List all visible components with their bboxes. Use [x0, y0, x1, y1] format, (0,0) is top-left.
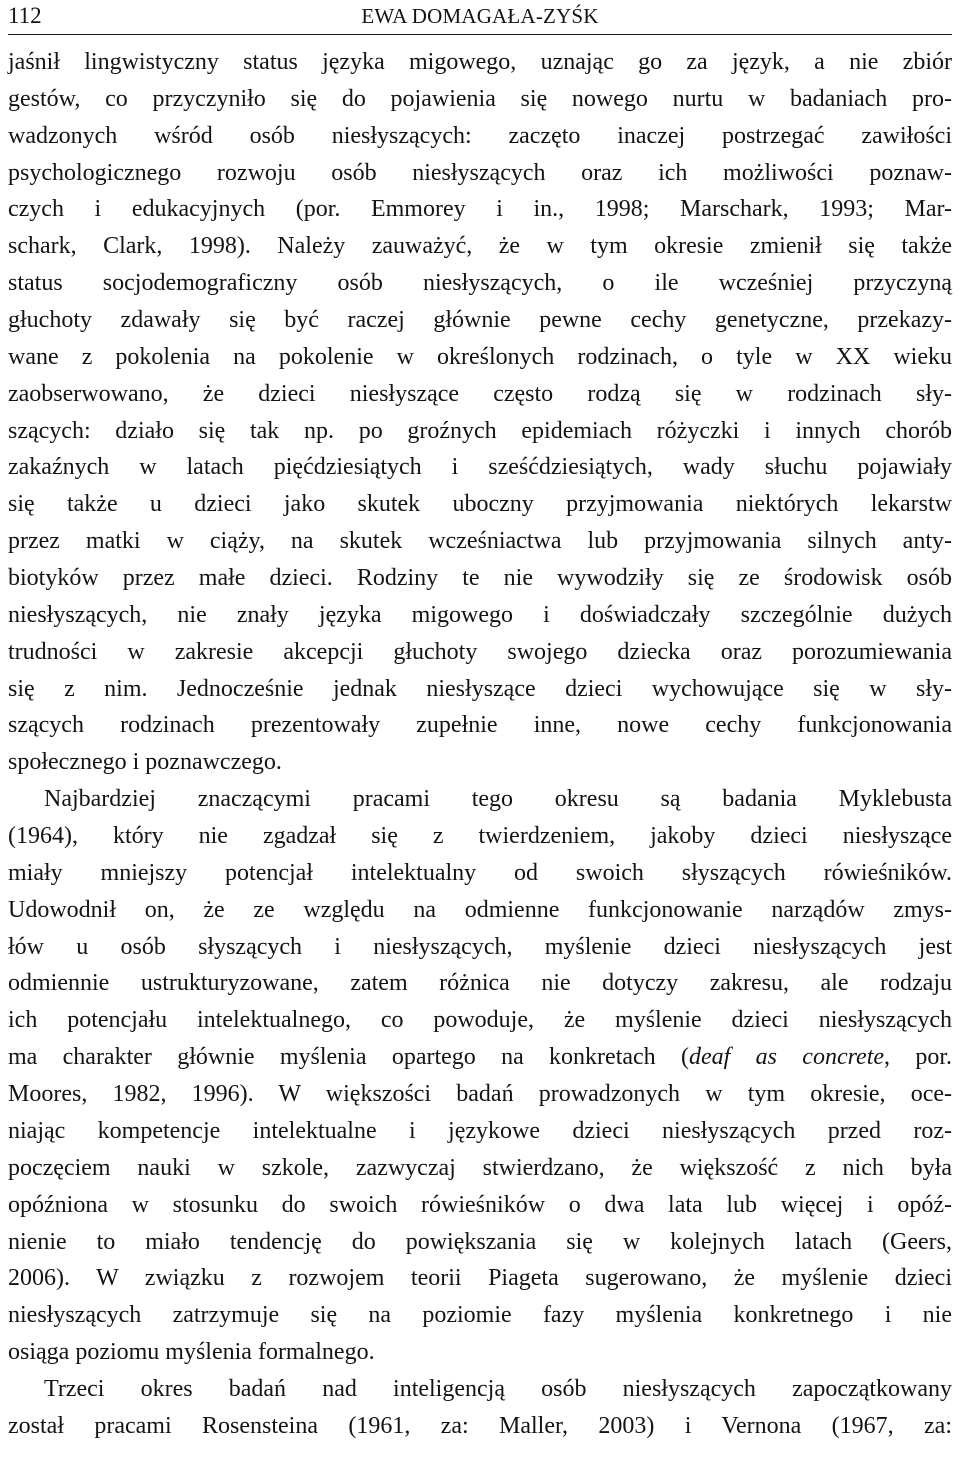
text-line: zaobserwowano, że dzieci niesłyszące często rodzą się w rodzinach sły- — [8, 380, 952, 407]
text-line: niając kompetencje intelektualne i językowe dzieci niesłyszących przed roz- — [8, 1117, 952, 1144]
text-line: szących rodzinach prezentowały zupełnie inne, nowe cechy funkcjonowania — [8, 712, 952, 739]
text-line: głuchoty zdawały się być raczej głównie pewne cechy genetyczne, przekazy- — [8, 307, 952, 334]
text-line: trudności w zakresie akcepcji głuchoty swojego dziecka oraz porozumiewania — [8, 638, 952, 665]
page-header — [8, 0, 952, 35]
text-line: (1964), który nie zgadzał się z twierdzeniem, jakoby dzieci niesłyszące — [8, 823, 952, 850]
text-line: się z nim. Jednocześnie jednak niesłyszące dzieci wychowujące się w sły- — [8, 675, 952, 702]
text-line: społecznego i poznawczego. — [8, 749, 282, 776]
text-line: miały mniejszy potencjał intelektualny od swoich słyszących rówieśników. — [8, 859, 952, 886]
text-line: biotyków przez małe dzieci. Rodziny te nie wywodziły się ze środowisk osób — [8, 565, 952, 592]
text-line: wane z pokolenia na pokolenie w określonych rodzinach, o tyle w XX wieku — [8, 343, 952, 370]
text-line: został pracami Rosensteina (1961, za: Maller, 2003) i Vernona (1967, za: — [8, 1412, 952, 1439]
italic-term: deaf as concrete — [689, 1044, 885, 1071]
text-line: łów u osób słyszących i niesłyszących, myślenie dzieci niesłyszących jest — [8, 933, 952, 960]
text-line: Udowodnił on, że ze względu na odmienne funkcjonowanie narządów zmys- — [8, 896, 952, 923]
text-line: przez matki w ciąży, na skutek wcześniactwa lub przyjmowania silnych anty- — [8, 528, 952, 555]
text-line: osiąga poziomu myślenia formalnego. — [8, 1339, 375, 1366]
text-line: 2006). W związku z rozwojem teorii Piageta sugerowano, że myślenie dzieci — [8, 1265, 952, 1292]
text-segment: , por. — [884, 1044, 953, 1071]
text-line: poczęciem nauki w szkole, zazwyczaj stwierdzano, że większość z nich była — [8, 1154, 952, 1181]
text-line: Najbardziej znaczącymi pracami tego okresu są badania Myklebusta — [44, 786, 952, 813]
text-line: wadzonych wśród osób niesłyszących: zaczęto inaczej postrzegać zawiłości — [8, 122, 952, 149]
text-line: niesłyszących, nie znały języka migowego i doświadczały szczególnie dużych — [8, 601, 952, 628]
text-line: się także u dzieci jako skutek uboczny przyjmowania niektórych lekarstw — [8, 491, 952, 518]
text-line: Moores, 1982, 1996). W większości badań prowadzonych w tym okresie, oce- — [8, 1081, 952, 1108]
text-line: ich potencjału intelektualnego, co powoduje, że myślenie dzieci niesłyszących — [8, 1007, 952, 1034]
text-segment: ma charakter głównie myślenia opartego na konkretach ( — [8, 1044, 689, 1071]
text-line: opóźniona w stosunku do swoich rówieśników o dwa lata lub więcej i opóź- — [8, 1191, 952, 1218]
text-line: schark, Clark, 1998). Należy zauważyć, że w tym okresie zmienił się także — [8, 233, 952, 260]
text-line: zakaźnych w latach pięćdziesiątych i sześćdziesiątych, wady słuchu pojawiały — [8, 454, 952, 481]
text-line: czych i edukacyjnych (por. Emmorey i in., 1998; Marschark, 1993; Mar- — [8, 196, 952, 223]
book-page — [8, 0, 952, 1445]
text-line: psychologicznego rozwoju osób niesłyszących oraz ich możliwości poznaw- — [8, 159, 952, 186]
text-line: odmiennie ustrukturyzowane, zatem różnica nie dotyczy zakresu, ale rodzaju — [8, 970, 952, 997]
text-line: status socjodemograficzny osób niesłyszących, o ile wcześniej przyczyną — [8, 270, 952, 297]
body-text — [8, 44, 952, 1445]
text-line: gestów, co przyczyniło się do pojawienia się nowego nurtu w badaniach pro- — [8, 85, 952, 112]
text-line: jaśnił lingwistyczny status języka migowego, uznając go za język, a nie zbiór — [8, 49, 952, 75]
text-line: nienie to miało tendencję do powiększania się w kolejnych latach (Geers, — [8, 1228, 952, 1255]
text-line: niesłyszących zatrzymuje się na poziomie fazy myślenia konkretnego i nie — [8, 1302, 952, 1329]
running-head: EWA DOMAGAŁA-ZYŚK — [361, 4, 599, 28]
text-line: szących: działo się tak np. po groźnych epidemiach różyczki i innych chorób — [8, 417, 952, 444]
page-number: 112 — [8, 3, 42, 28]
text-line: Trzeci okres badań nad inteligencją osób niesłyszących zapoczątkowany — [44, 1375, 952, 1402]
text-line-with-italic — [8, 1039, 952, 1076]
